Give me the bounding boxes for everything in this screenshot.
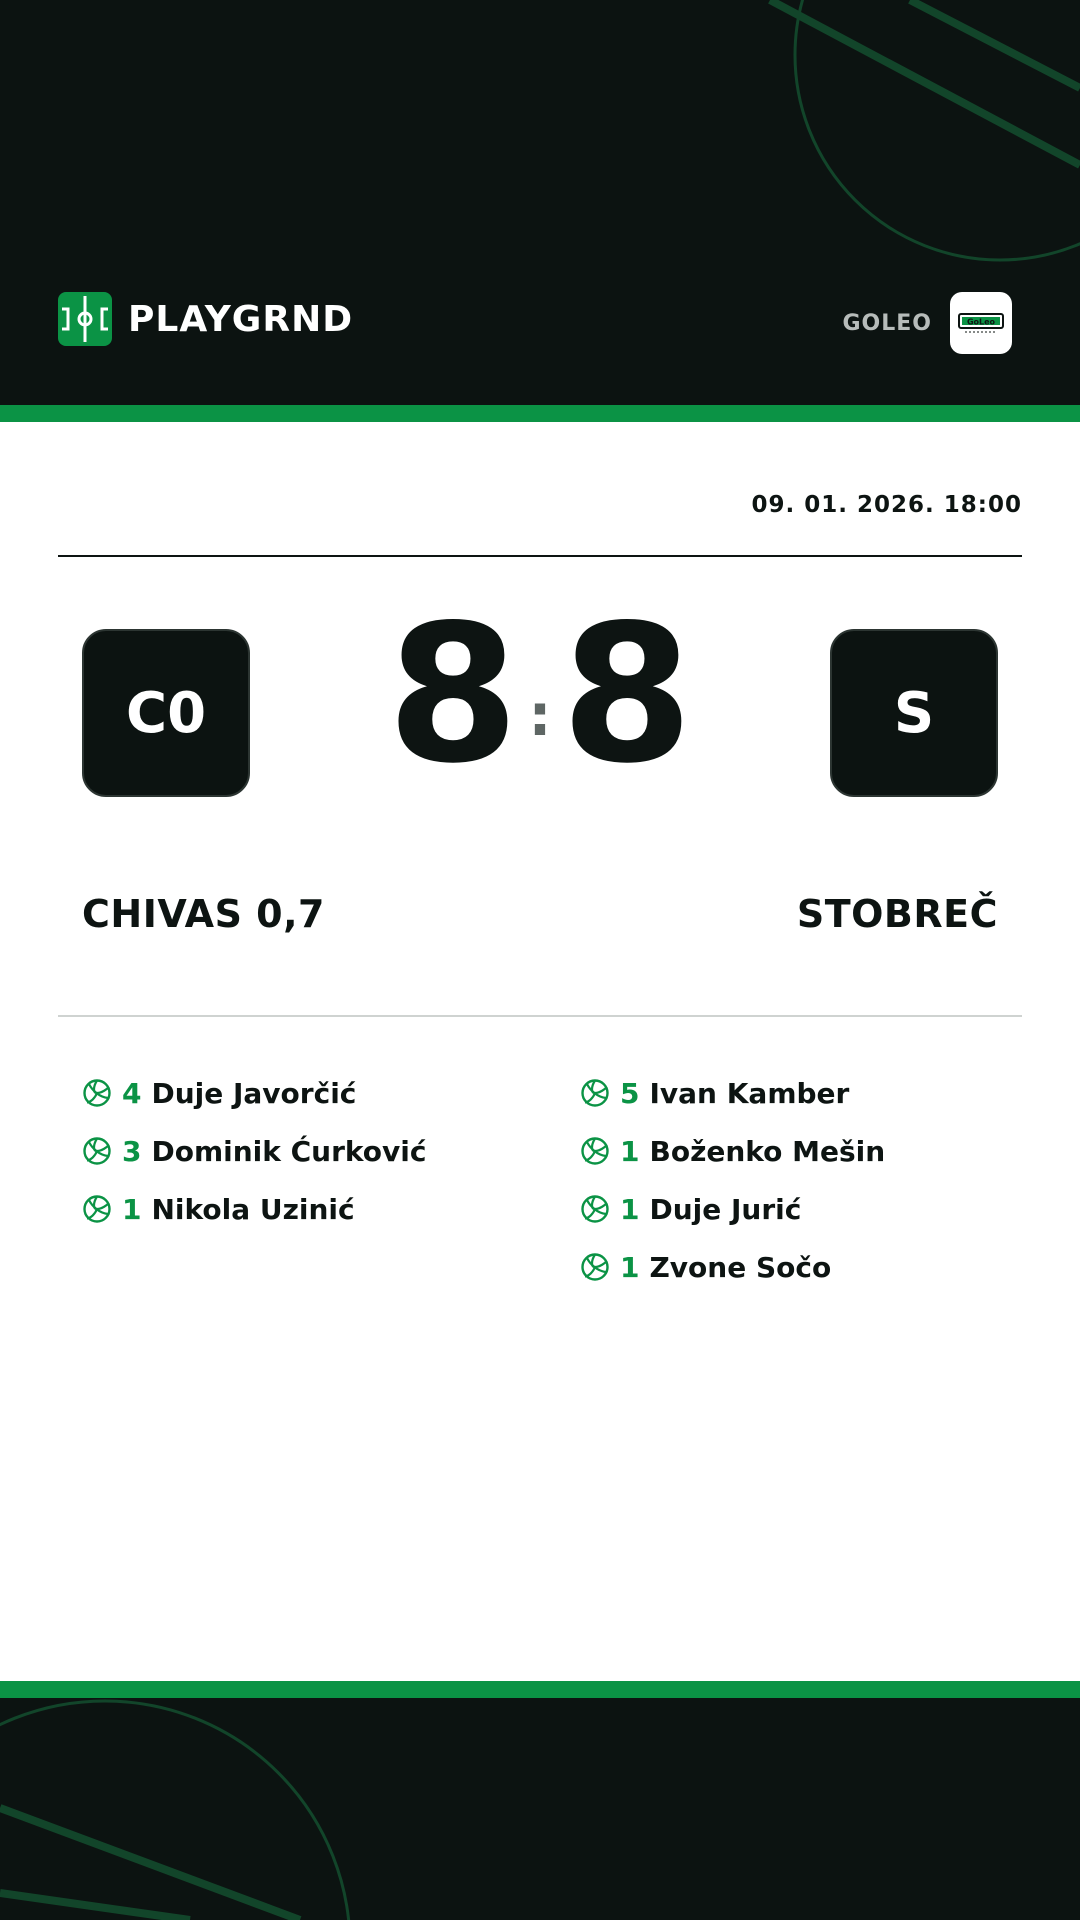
header-band [0, 0, 1080, 405]
scorer-name: Boženko Mešin [649, 1134, 886, 1168]
ball-icon [580, 1252, 610, 1282]
brand-name: PLAYGRND [128, 298, 354, 340]
scorer-name: Duje Javorčić [151, 1076, 357, 1110]
goleo-logo-icon [957, 310, 1005, 336]
league [842, 292, 1012, 354]
brand [58, 292, 353, 346]
scorer-name: Duje Jurić [649, 1192, 802, 1226]
scorer-item [580, 1238, 885, 1296]
scorer-goals: 3 [122, 1134, 142, 1168]
scorer-name: Nikola Uzinić [151, 1192, 355, 1226]
scorer-goals: 4 [122, 1076, 142, 1110]
footer-decoration [0, 1698, 1080, 1920]
scorer-goals: 1 [122, 1192, 142, 1226]
away-team-badge: S [830, 629, 998, 797]
away-team-name: STOBREČ [796, 892, 998, 936]
home-score: 8 [386, 584, 520, 805]
pitch-icon [58, 292, 112, 346]
scorer-name: Dominik Ćurković [151, 1134, 427, 1168]
scorer-goals: 1 [620, 1192, 640, 1226]
scorer-item [82, 1122, 426, 1180]
scorer-item [580, 1180, 885, 1238]
home-scorers-list [82, 1064, 426, 1238]
footer-stripe [0, 1681, 1080, 1698]
ball-icon [580, 1136, 610, 1166]
home-team-name: CHIVAS 0,7 [82, 892, 325, 936]
scorer-item [82, 1064, 426, 1122]
match-datetime: 09. 01. 2026. 18:00 [751, 492, 1022, 518]
ball-icon [580, 1194, 610, 1224]
scorer-item [82, 1180, 426, 1238]
scorer-goals: 5 [620, 1076, 640, 1110]
ball-icon [82, 1136, 112, 1166]
scorer-goals: 1 [620, 1250, 640, 1284]
ball-icon [82, 1078, 112, 1108]
scorer-item [580, 1122, 885, 1180]
footer-band [0, 1698, 1080, 1920]
svg-text:GoLeo: GoLeo [966, 317, 996, 327]
league-logo [950, 292, 1012, 354]
divider [58, 555, 1022, 557]
scorer-item [580, 1064, 885, 1122]
scorer-name: Zvone Sočo [649, 1250, 832, 1284]
ball-icon [580, 1078, 610, 1108]
header-stripe [0, 405, 1080, 422]
divider [58, 1015, 1022, 1017]
home-team-badge: C0 [82, 629, 250, 797]
score-separator: : [528, 681, 552, 749]
league-name: GOLEO [842, 310, 932, 336]
scorer-goals: 1 [620, 1134, 640, 1168]
away-score: 8 [560, 584, 694, 805]
ball-icon [82, 1194, 112, 1224]
scorer-name: Ivan Kamber [649, 1076, 850, 1110]
away-scorers-list [580, 1064, 885, 1296]
